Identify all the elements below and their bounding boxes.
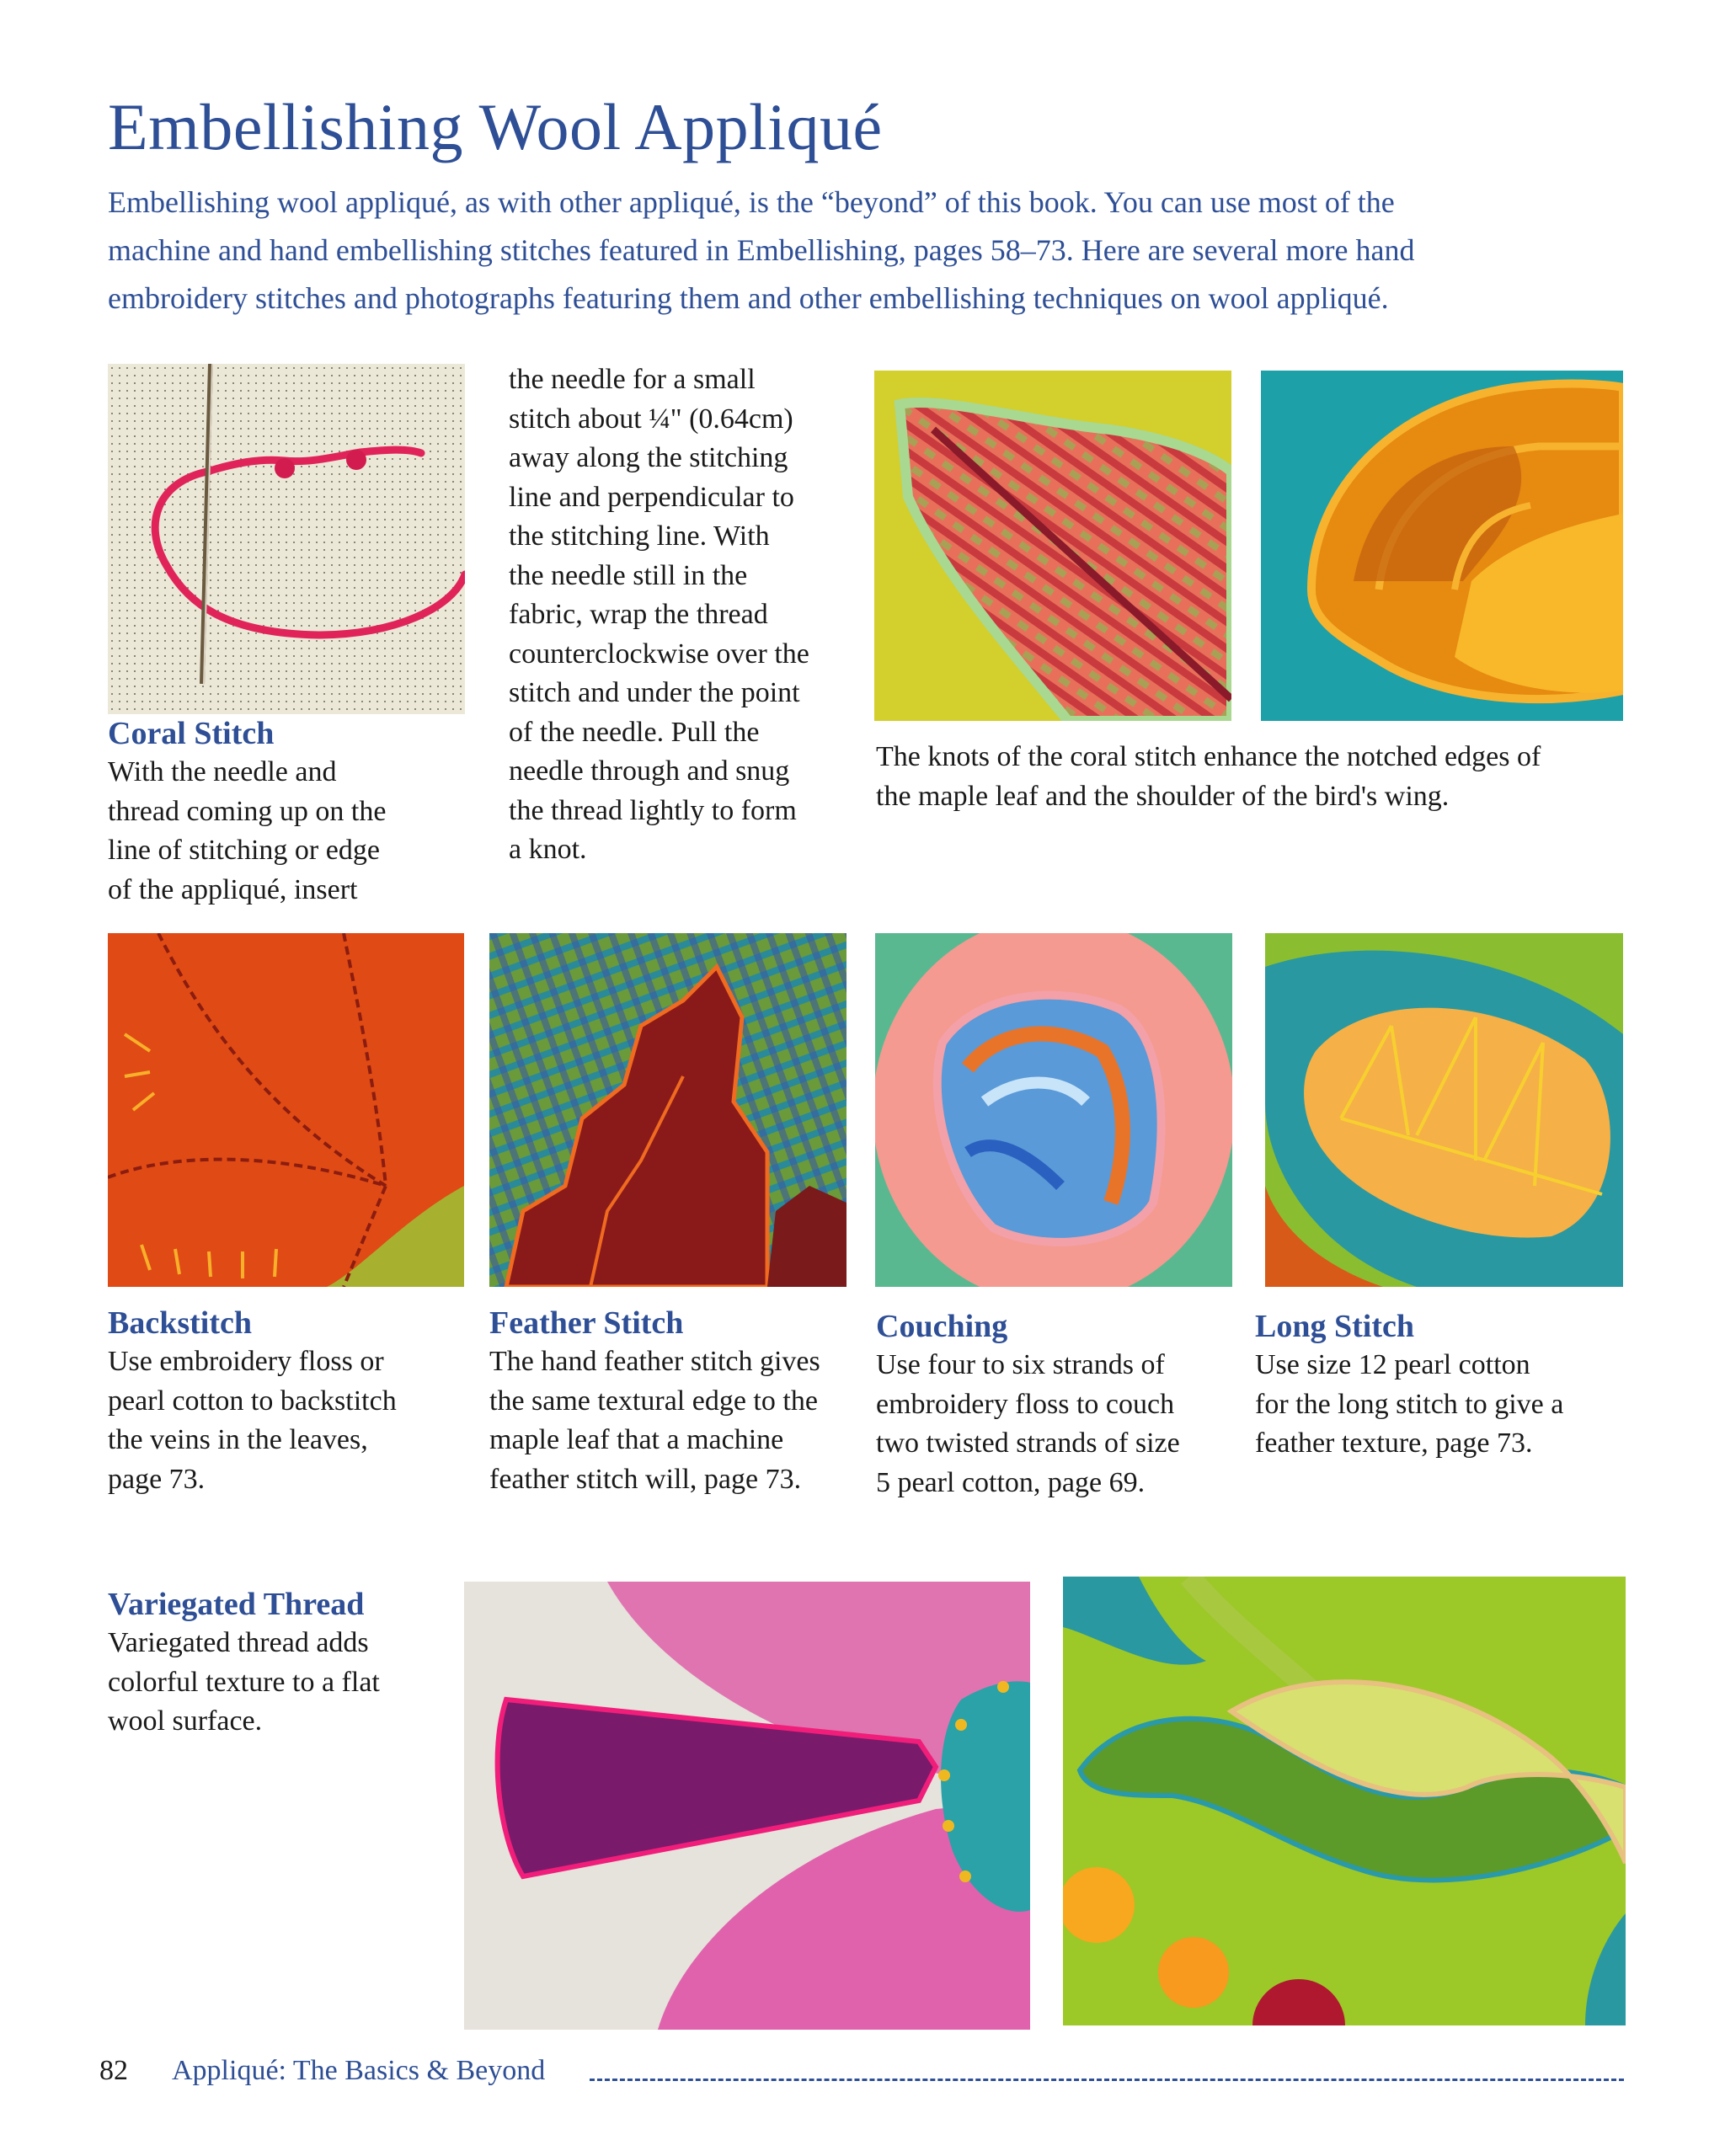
coral-photo-caption [876,738,1541,816]
text-line: colorful texture to a flat [108,1666,380,1698]
text-line: pearl cotton to backstitch [108,1385,397,1417]
text-line: feather texture, page 73. [1255,1428,1533,1459]
text-line: thread coming up on the [108,795,387,827]
text-line: Use size 12 pearl cotton [1255,1349,1530,1380]
text-line: 5 pearl cotton, page 69. [876,1466,1146,1498]
text-line: needle through and snug [509,755,790,787]
backstitch-heading: Backstitch [108,1305,252,1341]
long-stitch-photo [1265,933,1623,1287]
long-stitch-heading: Long Stitch [1255,1309,1414,1344]
feather-stitch-photo [489,933,846,1287]
running-footer-title: Appliqué: The Basics & Beyond [172,2055,546,2086]
backstitch-text [108,1342,397,1499]
variegated-leaf-photo [1063,1577,1626,2025]
text-line: line of stitching or edge [108,835,380,866]
intro-line: machine and hand embellishing stitches featured in Embellishing, pages 58–73. Here are several more hand [108,233,1415,267]
variegated-heading: Variegated Thread [108,1587,365,1622]
text-line: fabric, wrap the thread [509,599,768,630]
text-line: embroidery floss to couch [876,1388,1175,1420]
intro-line: Embellishing wool appliqué, as with other appliqué, is the “beyond” of this book. You can use most of the [108,185,1395,219]
text-line: The hand feather stitch gives [489,1346,820,1377]
text-line: stitch about ¼" (0.64cm) [509,403,793,435]
text-line: page 73. [108,1463,206,1495]
intro-line: embroidery stitches and photographs featuring them and other embellishing techniques on wool appliqué. [108,281,1389,315]
text-line: the stitching line. With [509,520,770,552]
feather-stitch-text [489,1342,820,1499]
text-line: The knots of the coral stitch enhance the notched edges of [876,741,1541,772]
text-line: the same textural edge to the [489,1385,818,1417]
page-title: Embellishing Wool Appliqué [108,90,883,163]
footer-dashed-rule [590,2079,1624,2081]
text-line: feather stitch will, page 73. [489,1463,802,1495]
text-line: the thread lightly to form [509,794,797,826]
text-line: counterclockwise over the [509,638,809,670]
text-line: stitch and under the point [509,677,800,708]
long-stitch-caption [1255,1307,1563,1464]
page-number: 82 [99,2055,128,2086]
text-line: Use four to six strands of [876,1349,1165,1380]
text-line: line and perpendicular to [509,481,794,513]
text-line: the maple leaf and the shoulder of the bird's wing. [876,780,1450,812]
bird-wing-coral-photo [1261,371,1623,721]
coral-stitch-heading: Coral Stitch [108,716,275,751]
text-line: of the appliqué, insert [108,873,358,905]
backstitch-photo [108,933,464,1287]
variegated-flower-photo [464,1582,1030,2030]
couching-heading: Couching [876,1309,1008,1344]
coral-stitch-text-col2 [509,360,809,870]
feather-stitch-heading: Feather Stitch [489,1305,684,1341]
couching-text [876,1346,1180,1502]
text-line: away along the stitching [509,442,788,473]
text-line: Variegated thread adds [108,1627,369,1658]
text-line: the needle for a small [509,364,756,395]
maple-leaf-coral-photo [874,371,1231,721]
text-line: of the needle. Pull the [509,716,760,748]
coral-stitch-text-col1 [108,753,386,910]
text-line: the needle still in the [509,559,748,591]
text-line: for the long stitch to give a [1255,1388,1564,1420]
text-line: With the needle and [108,756,337,787]
intro-paragraph [108,179,1641,323]
couching-photo [875,933,1232,1287]
text-line: maple leaf that a machine [489,1424,784,1455]
variegated-caption [108,1585,380,1742]
variegated-text [108,1624,380,1742]
text-line: two twisted strands of size [876,1428,1180,1459]
couching-caption [876,1307,1180,1502]
text-line: a knot. [509,834,587,865]
text-line: the veins in the leaves, [108,1424,368,1455]
backstitch-caption [108,1304,397,1499]
text-line: wool surface. [108,1705,263,1737]
feather-stitch-caption [489,1304,820,1499]
text-line: Use embroidery floss or [108,1346,384,1377]
long-stitch-text [1255,1346,1563,1464]
coral-stitch-demo-photo [108,364,465,714]
